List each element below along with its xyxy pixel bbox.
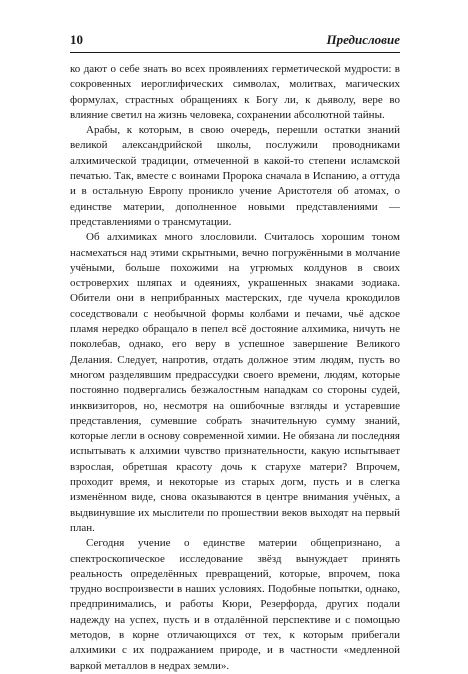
book-page [70,32,400,674]
running-header [70,32,400,50]
running-title: Предисловие [326,32,400,47]
paragraph: Сегодня учение о единстве материи общепризнано, а спектроскопическое исследование звёзд вынуждает принять реальность определённых превращений, которые, впрочем, пока трудно воспроизвести в наших условиях. Подобные попытки, однако, предпринимались, и работы Кюри, Резерфорда, других подали надежду на успех, пусть и в отдалённой перспективе и с помощью методов, в корне отличающихся от тех, к которым прибегали алхимики с их подражанием природе, и в частности «медленной варкой металлов в недрах земли». [70,537,400,672]
paragraph-continued: ко дают о себе знать во всех проявлениях герметической мудрости: в сокровенных иероглифических символах, молитвах, магических формулах, страстных обращениях к Богу ли, к дьяволу, вере во влияние светил на жизнь человека, сохранении абсолютной тайны. [70,63,400,121]
paragraph: Об алхимиках много злословили. Считалось хорошим тоном насмехаться над этими скрытными, вечно погружёнными в молчание учёными, больше похожими на угрюмых колдунов в своих островерхих шляпах и одеяниях, украшенных знаками зодиака. Обители они в неприбранных мастерских, где чучела крокодилов соседствовали с необычной формы колбами и печами, чьё адское пламя нередко обращало в пепел всё достояние алхимика, ничуть не поколебав, однако, его веру в успешное завершение Великого Делания. Следует, напротив, отдать должное этим людям, пусть во многом разделявшим предрассудки своего времени, людям, которые постоянно подвергались безжалостным нападкам со стороны судей, инквизиторов, но, несмотря на ошибочные взгляды и устаревшие представления, сумевшие собрать значительную сумму знаний, которые легли в основу современной химии. Не обязана ли последняя испытывать к алхимии чувство признательности, какую испытывает взрослая, обретшая красоту дочь к старухе матери? Впрочем, проходит время, и некоторые из старых догм, пусть и в слегка изменённом виде, снова оказываются в центре внимания учёных, а выдвинувшие их мыслители по прошествии веков выходят на первый план. [70,231,400,534]
paragraph: Арабы, к которым, в свою очередь, перешли остатки знаний великой александрийской школы, послужили проводниками алхимической традиции, отмеченной в какой-то степени исламской печатью. Так, вместе с воинами Пророка сначала в Испанию, а оттуда и в остальную Европу проникло учение Аристотеля об атомах, о единстве материи, дополненное новыми представлениями — представлениями о трансмутации. [70,124,400,228]
page-number: 10 [70,32,83,47]
header-rule [70,52,400,53]
body-text [70,62,400,674]
